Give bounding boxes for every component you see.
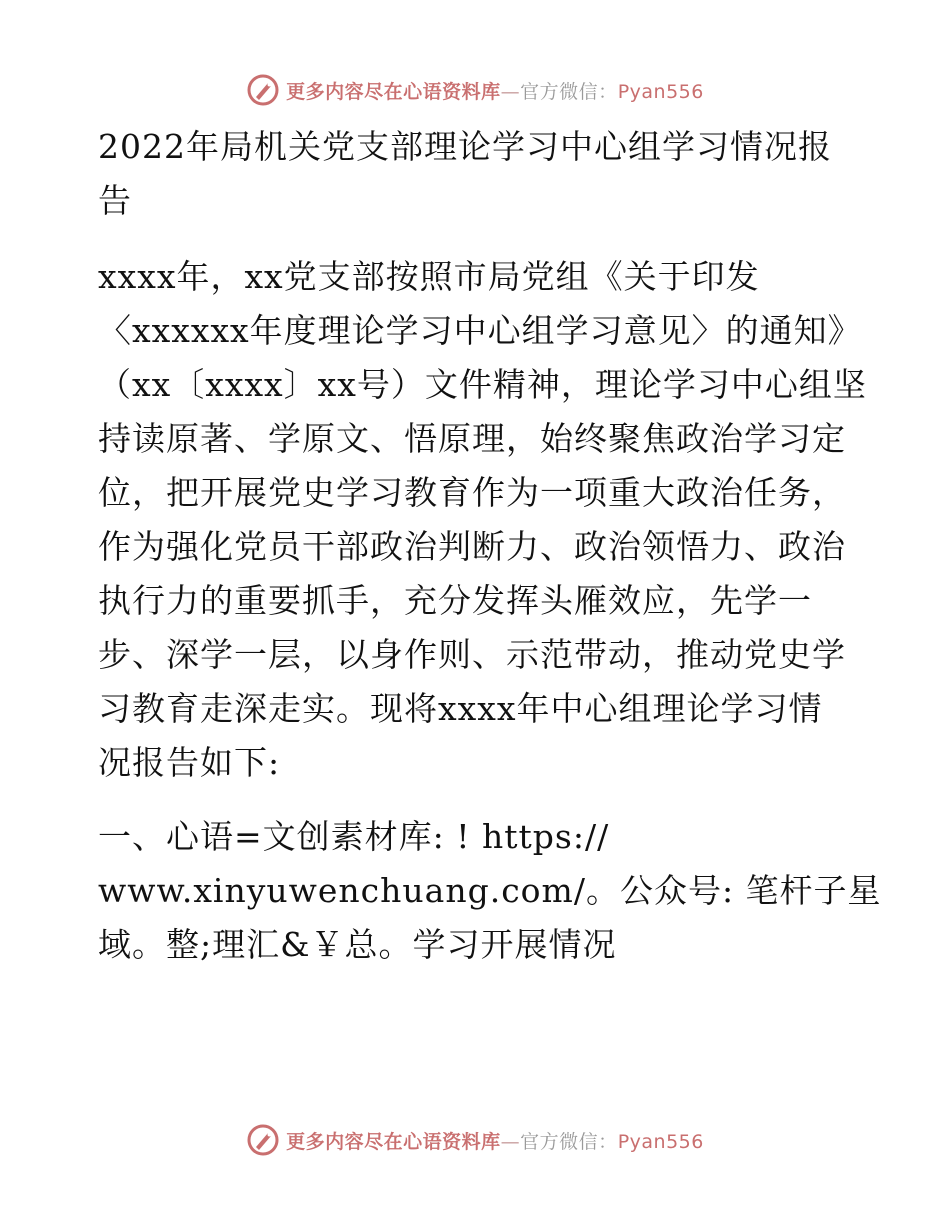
paragraph-line: 步、深学一层，以身作则、示范带动，推动党史学 <box>98 635 846 674</box>
paragraph-line: 执行力的重要抓手，充分发挥头雁效应，先学一 <box>98 581 812 620</box>
paragraph-line: 〈xxxxxx年度理论学习中心组学习意见〉的通知》 <box>98 311 862 350</box>
paragraph-line: 作为强化党员干部政治判断力、政治领悟力、政治 <box>98 527 846 566</box>
banner-text: 更多内容尽在心语资料库—官方微信：Pyan556 <box>286 1130 704 1153</box>
section-heading-line: 一、心语=文创素材库: ! https:// <box>98 817 610 856</box>
footer-watermark-banner <box>0 1120 950 1160</box>
paragraph-line: xxxx年，xx党支部按照市局党组《关于印发 <box>98 257 760 296</box>
paragraph-line: 况报告如下: <box>98 743 281 782</box>
paragraph-line: 位，把开展党史学习教育作为一项重大政治任务， <box>98 473 846 512</box>
paragraph-line: 持读原著、学原文、悟原理，始终聚焦政治学习定 <box>98 419 846 458</box>
pen-nib-logo-icon <box>246 1123 280 1157</box>
pen-nib-logo-icon <box>246 73 280 107</box>
paragraph-line: 习教育走深走实。现将xxxx年中心组理论学习情 <box>98 689 823 728</box>
paragraph-line: （xx〔xxxx〕xx号）文件精神，理论学习中心组坚 <box>98 365 867 404</box>
document-title-line-2: 告 <box>98 181 132 220</box>
banner-text: 更多内容尽在心语资料库—官方微信：Pyan556 <box>286 80 704 103</box>
document-body <box>98 120 882 972</box>
header-watermark-banner <box>0 70 950 110</box>
document-title-line-1: 2022年局机关党支部理论学习中心组学习情况报 <box>98 127 832 166</box>
section-heading-line: www.xinyuwenchuang.com/。公众号: 笔杆子星 <box>98 871 882 910</box>
section-heading-line: 域。整;理汇&￥总。学习开展情况 <box>98 925 617 964</box>
